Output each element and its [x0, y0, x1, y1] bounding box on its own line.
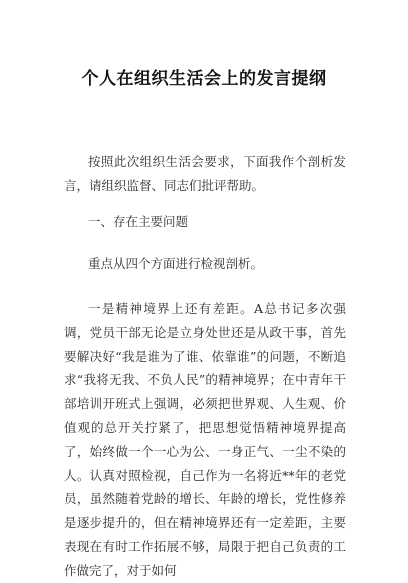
section-heading: 一、存在主要问题: [88, 214, 189, 229]
document-title: 个人在组织生活会上的发言提纲: [81, 69, 327, 89]
intro-paragraph: 按照此次组织生活会要求，下面我作个剖析发言，请组织监督、同志们批评帮助。: [64, 154, 346, 193]
body-paragraph: 一是精神境界上还有差距。A总书记多次强调，党员干部无论是立身处世还是从政干事，首先要解决好“我是谁为了谁、依靠谁”的问题，不断追求“我将无我、不负人民”的精神境界；在中青年干部培训开班式上强调，必须把世界观、人生观、价值观的总开关拧紧了，把思想觉悟精神境界提高了，始终做一个一心为公、一身正气、一尘不染的人。认真对照检视，自己作为一名将近**年的老党员，虽然随着党龄的增长、年龄的增长，党性修养是逐步提升的，但在精神境界还有一定差距，主要表现在有时工作拓展不够，局限于把自己负责的工作做完了，对于如何: [64, 301, 346, 578]
section-intro-paragraph: 重点从四个方面进行检视剖析。: [88, 256, 264, 271]
